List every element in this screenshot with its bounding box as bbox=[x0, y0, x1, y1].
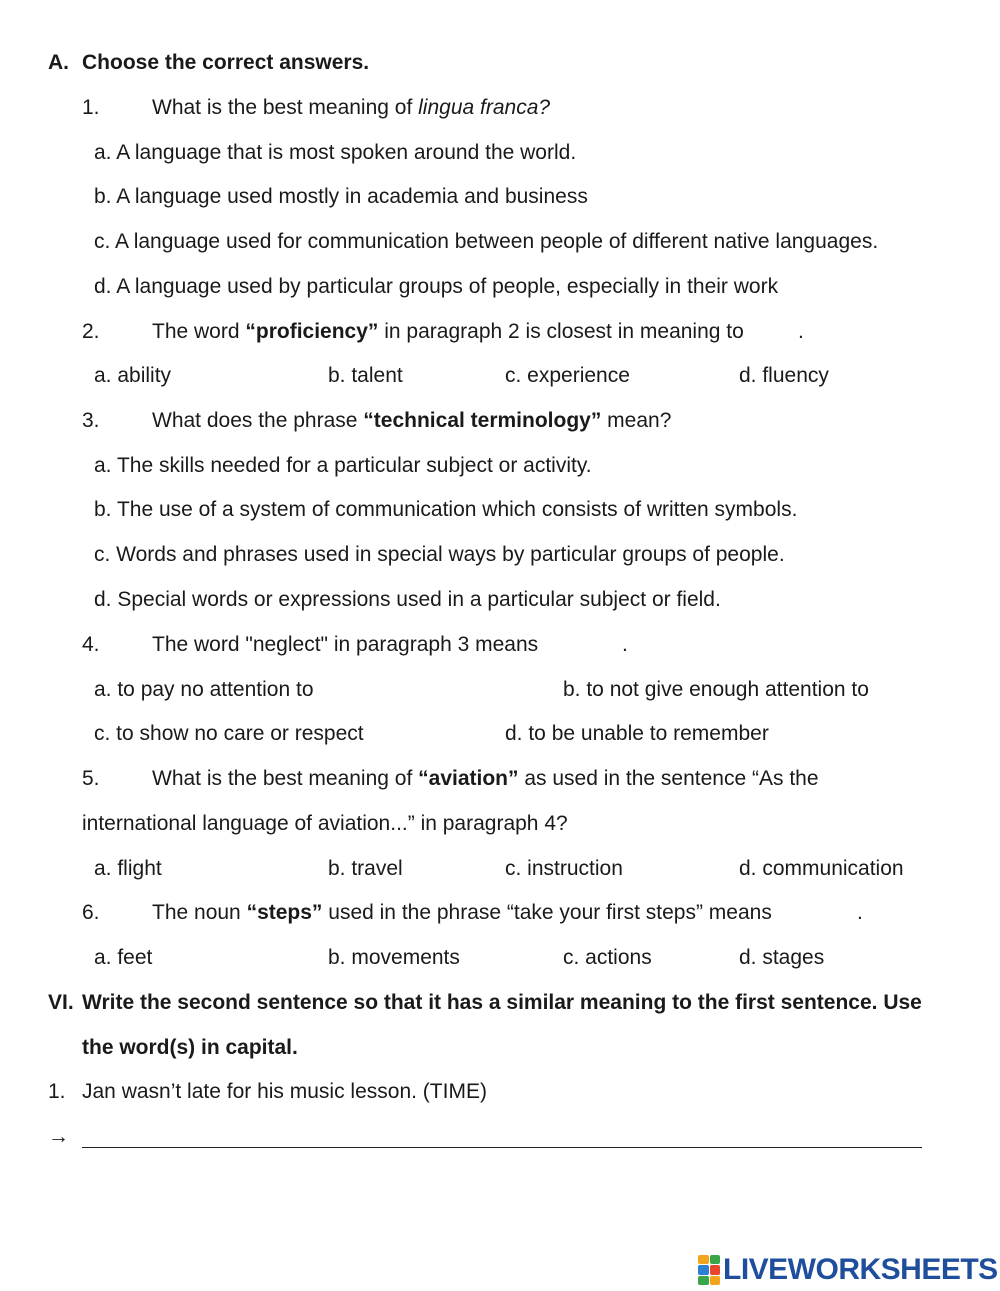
question-4-option-b[interactable]: b. to not give enough attention to bbox=[563, 678, 869, 701]
question-1-text: What is the best meaning of lingua franca? bbox=[152, 96, 551, 119]
question-6-option-d[interactable]: d. stages bbox=[739, 946, 825, 969]
question-3-text: What does the phrase “technical terminology” mean? bbox=[152, 409, 672, 432]
question-5-option-a[interactable]: a. flight bbox=[94, 857, 162, 880]
section-a-letter: A. bbox=[48, 51, 69, 74]
question-5-number: 5. bbox=[82, 767, 100, 790]
rewrite-1-text: Jan wasn’t late for his music lesson. (TIME) bbox=[82, 1080, 487, 1103]
question-2-option-c[interactable]: c. experience bbox=[505, 364, 630, 387]
question-5-option-b[interactable]: b. travel bbox=[328, 857, 403, 880]
question-5-text: What is the best meaning of “aviation” as used in the sentence “As the bbox=[152, 767, 819, 790]
question-1-option-c[interactable]: c. A language used for communication between people of different native languages. bbox=[94, 230, 879, 253]
question-6-option-c[interactable]: c. actions bbox=[563, 946, 652, 969]
question-6-text: The noun “steps” used in the phrase “take your first steps” means bbox=[152, 901, 772, 924]
question-2-option-b[interactable]: b. talent bbox=[328, 364, 403, 387]
question-1-option-d[interactable]: d. A language used by particular groups of people, especially in their work bbox=[94, 275, 779, 298]
section-a-title: Choose the correct answers. bbox=[82, 51, 370, 74]
question-3-option-b[interactable]: b. The use of a system of communication which consists of written symbols. bbox=[94, 498, 798, 521]
question-4-blank-dot: . bbox=[622, 633, 628, 656]
question-6-blank-dot: . bbox=[857, 901, 863, 924]
question-5-text-line2: international language of aviation...” in paragraph 4? bbox=[82, 812, 568, 835]
question-1-option-a[interactable]: a. A language that is most spoken around the world. bbox=[94, 141, 577, 164]
question-5-option-d[interactable]: d. communication bbox=[739, 857, 904, 880]
question-2-blank-dot: . bbox=[798, 320, 804, 343]
liveworksheets-logo bbox=[698, 1253, 998, 1287]
question-4-option-a[interactable]: a. to pay no attention to bbox=[94, 678, 314, 701]
arrow-icon: → bbox=[48, 1125, 69, 1148]
section-vi-title-line2: the word(s) in capital. bbox=[82, 1036, 298, 1059]
question-2-text: The word “proficiency” in paragraph 2 is closest in meaning to bbox=[152, 320, 744, 343]
section-vi-roman: VI. bbox=[48, 991, 74, 1014]
question-1-number: 1. bbox=[82, 96, 100, 119]
question-5-option-c[interactable]: c. instruction bbox=[505, 857, 623, 880]
logo-mark-icon bbox=[698, 1255, 720, 1285]
question-2-option-a[interactable]: a. ability bbox=[94, 364, 172, 387]
question-4-option-c[interactable]: c. to show no care or respect bbox=[94, 722, 364, 745]
question-3-option-c[interactable]: c. Words and phrases used in special ways by particular groups of people. bbox=[94, 543, 785, 566]
logo-text: LIVEWORKSHEETS bbox=[723, 1253, 998, 1286]
answer-input-line[interactable] bbox=[82, 1147, 922, 1148]
question-2-number: 2. bbox=[82, 320, 100, 343]
question-6-option-b[interactable]: b. movements bbox=[328, 946, 460, 969]
question-2-option-d[interactable]: d. fluency bbox=[739, 364, 829, 387]
section-vi-title-line1: Write the second sentence so that it has a similar meaning to the first sentence. Use bbox=[82, 991, 922, 1014]
question-4-text: The word "neglect" in paragraph 3 means bbox=[152, 633, 539, 656]
question-3-option-a[interactable]: a. The skills needed for a particular subject or activity. bbox=[94, 454, 592, 477]
question-1-option-b[interactable]: b. A language used mostly in academia and business bbox=[94, 185, 588, 208]
question-3-number: 3. bbox=[82, 409, 100, 432]
question-4-option-d[interactable]: d. to be unable to remember bbox=[505, 722, 769, 745]
question-6-number: 6. bbox=[82, 901, 100, 924]
question-3-option-d[interactable]: d. Special words or expressions used in a particular subject or field. bbox=[94, 588, 721, 611]
rewrite-1-number: 1. bbox=[48, 1080, 66, 1103]
question-4-number: 4. bbox=[82, 633, 100, 656]
question-6-option-a[interactable]: a. feet bbox=[94, 946, 153, 969]
